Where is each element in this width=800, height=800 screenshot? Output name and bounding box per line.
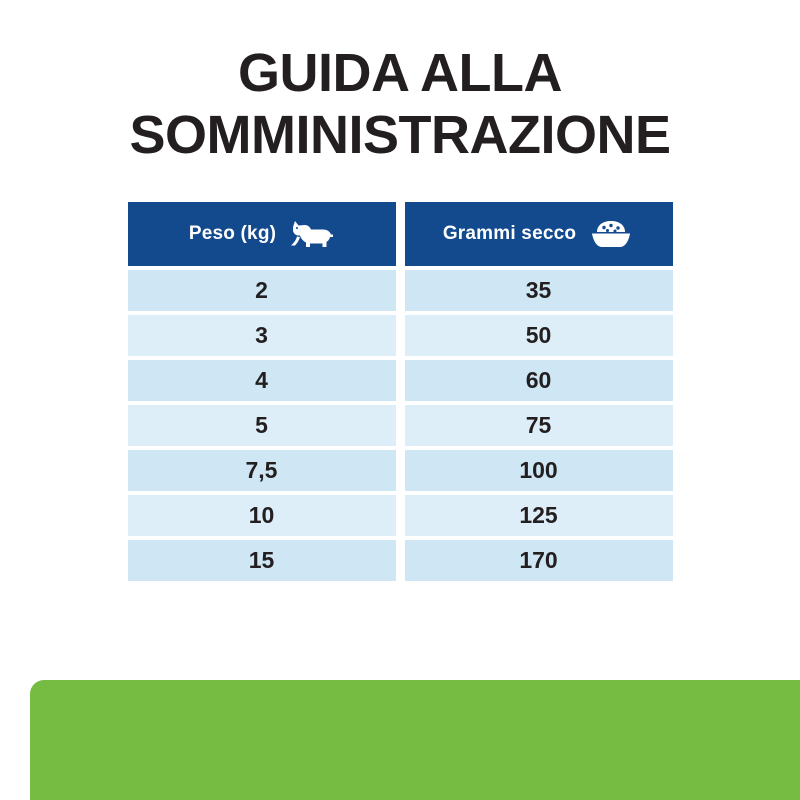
weight-value: 5 [128, 405, 396, 446]
weight-value: 10 [128, 495, 396, 536]
weight-cell [128, 270, 396, 311]
weight-value: 2 [128, 270, 396, 311]
weight-header-unit: (kg) [240, 223, 277, 244]
grams-value: 75 [405, 405, 673, 446]
weight-cell [128, 540, 396, 581]
footer-green-band [30, 680, 800, 800]
weight-cell [128, 450, 396, 491]
food-bowl-icon [588, 215, 634, 253]
grams-cell [405, 315, 673, 356]
grams-value: 170 [405, 540, 673, 581]
grams-cell [405, 495, 673, 536]
dog-icon [288, 215, 334, 253]
feeding-table [128, 202, 673, 581]
table-row [128, 495, 673, 536]
table-row [128, 405, 673, 446]
grams-header-label: Grammi secco [442, 223, 577, 244]
grams-value: 125 [405, 495, 673, 536]
table-row [128, 540, 673, 581]
weight-cell [128, 495, 396, 536]
grams-value: 35 [405, 270, 673, 311]
weight-header-text: Peso [188, 223, 236, 244]
table-row [128, 450, 673, 491]
page-title [0, 0, 800, 166]
grams-column-header [405, 202, 673, 266]
table-row [128, 315, 673, 356]
weight-cell [128, 405, 396, 446]
grams-cell [405, 360, 673, 401]
grams-cell [405, 450, 673, 491]
weight-cell [128, 315, 396, 356]
weight-value: 4 [128, 360, 396, 401]
weight-value: 7,5 [128, 450, 396, 491]
weight-cell [128, 360, 396, 401]
grams-value: 50 [405, 315, 673, 356]
page-title-line-2: SOMMINISTRAZIONE [129, 105, 671, 165]
page-title-line-1: GUIDA ALLA [238, 43, 562, 103]
grams-value: 60 [405, 360, 673, 401]
weight-column-header [128, 202, 396, 266]
weight-value: 3 [128, 315, 396, 356]
weight-header-label [189, 223, 276, 245]
table-row [128, 360, 673, 401]
table-header-row [128, 202, 673, 266]
table-row [128, 270, 673, 311]
weight-value: 15 [128, 540, 396, 581]
grams-cell [405, 270, 673, 311]
grams-value: 100 [405, 450, 673, 491]
grams-cell [405, 405, 673, 446]
grams-cell [405, 540, 673, 581]
